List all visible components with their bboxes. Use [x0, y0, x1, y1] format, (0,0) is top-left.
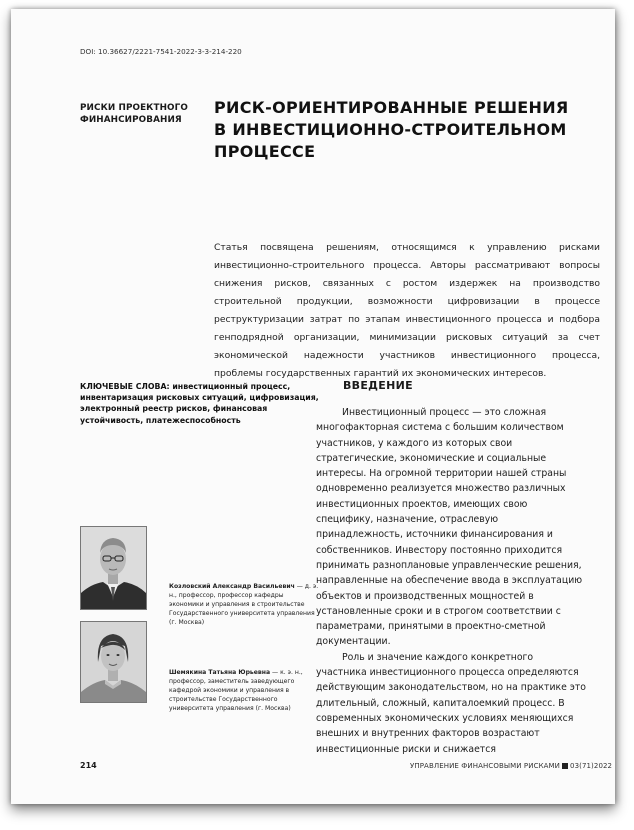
doi: DOI: 10.36627/2221-7541-2022-3-3-214-220: [80, 47, 242, 56]
title-line: РИСК-ОРИЕНТИРОВАННЫЕ РЕШЕНИЯ: [214, 98, 569, 117]
author-info: [169, 668, 319, 713]
author-name: Козловский Александр Васильевич: [169, 583, 295, 590]
title-line: ПРОЦЕССЕ: [214, 142, 316, 161]
author-photo: [80, 621, 147, 703]
journal-page: [11, 9, 615, 804]
abstract: Статья посвящена решениям, относящимся к управлению рисками инвестиционно-строительного процесса. Авторы рассматривают вопросы снижения рисков, связанных с ростом издержек на производство строительной продукции, возможности цифровизации в процессе реструктуризации затрат по этапам инвестиционного процесса и подбора генподрядной организации, минимизации рисковых ситуаций за счет экономической надежности участников инвестиционного процесса, проблемы государственных гарантий их экономических интересов.: [214, 242, 600, 379]
journal-issue: 03(71)2022: [570, 762, 613, 770]
author-photo: [80, 526, 147, 610]
introduction-body: [316, 405, 586, 757]
journal-name: УПРАВЛЕНИЕ ФИНАНСОВЫМИ РИСКАМИ: [410, 762, 561, 770]
author-details: — д. э. н., профессор, профессор кафедры экономики и управления в строительстве Государственного университета управления (г. Москва): [169, 583, 319, 626]
keywords-text: инвестиционный процесс, инвентаризация рисковых ситуаций, цифровизация, электронный реестр рисков, финансовая устойчивость, платежеспособность: [80, 382, 319, 425]
paragraph: Роль и значение каждого конкретного участника инвестиционного процесса определяются действующим законодательством, но на практике это длительный, сложный, капиталоемкий процесс. В современных экономических условиях меняющихся внешних и внутренних факторов возрастают инвестиционные риски и снижается: [316, 651, 587, 755]
introduction-heading: ВВЕДЕНИЕ: [343, 379, 413, 392]
title-line: В ИНВЕСТИЦИОННО-СТРОИТЕЛЬНОМ: [214, 120, 567, 139]
running-footer: [410, 762, 612, 770]
rubric-line: РИСКИ ПРОЕКТНОГО: [80, 103, 188, 113]
portrait-woman-image: [81, 622, 146, 702]
author-info: [169, 582, 319, 627]
article-title: [214, 97, 574, 163]
paragraph: Инвестиционный процесс — это сложная многофакторная система с большим количеством участников, у каждого из которых свои стратегические, экономические и социальные интересы. На огромной территории нашей страны одновременно реализуется множество различных инвестиционных проектов, имеющих свою специфику, назначение, отраслевую принадлежность, источники финансирования и собственников. Инвестору постоянно приходится принимать разноплановые управленческие решения, направленные на обеспечение ввода в эксплуатацию объектов и производственных мощностей в установленные сроки и в строгом соответствии с параметрами, принятыми в проектно-сметной документации.: [316, 407, 583, 648]
author-details: — к. э. н., профессор, заместитель заведующего кафедрой экономики и управления в строительстве Государственного университета управления (г. Москва): [169, 669, 303, 712]
author-name: Шемякина Татьяна Юрьевна: [169, 669, 271, 676]
page-number: 214: [80, 761, 97, 770]
rubric-line: ФИНАНСИРОВАНИЯ: [80, 115, 182, 125]
square-icon: [562, 763, 568, 769]
portrait-man-image: [81, 527, 146, 609]
keywords-label: КЛЮЧЕВЫЕ СЛОВА:: [80, 382, 170, 391]
section-rubric: [80, 102, 188, 126]
keywords: [80, 381, 326, 426]
